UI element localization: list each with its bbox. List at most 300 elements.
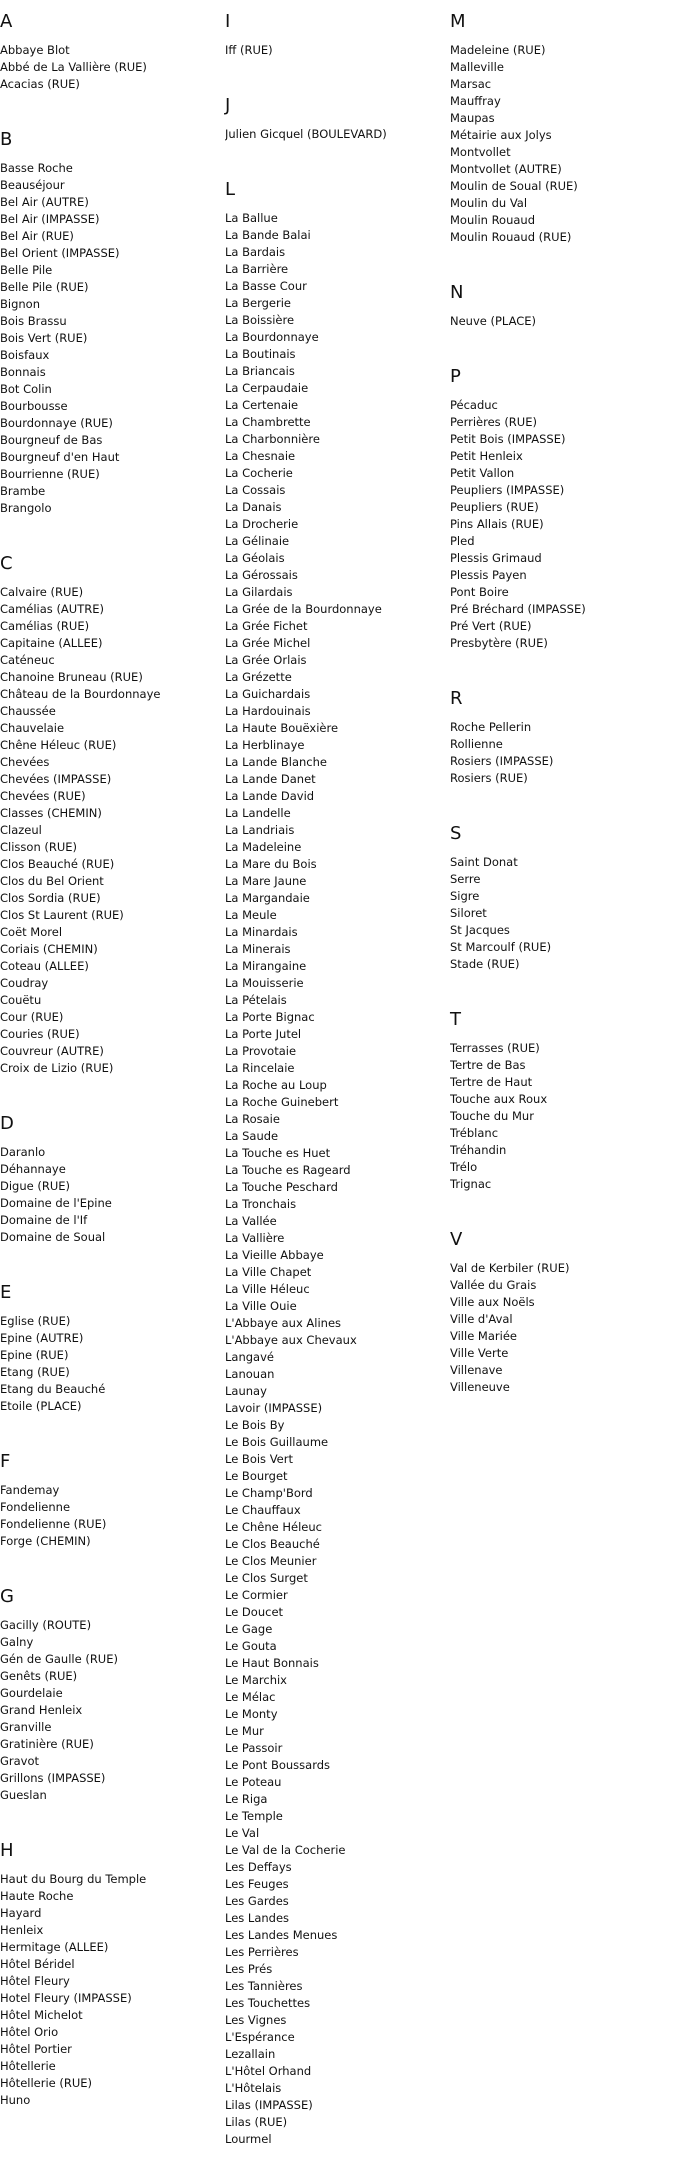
street-entry: La Boissière (225, 313, 295, 327)
street-entry: La Gélinaie (225, 534, 290, 548)
street-entry: Fondelienne (RUE) (0, 1517, 107, 1531)
street-entry: La Tronchais (225, 1197, 297, 1211)
street-entry: La Ballue (225, 211, 278, 225)
street-entry: La Grée Michel (225, 636, 311, 650)
street-entry: Le Mélac (225, 1690, 276, 1704)
letter-heading: F (0, 1451, 11, 1472)
street-entry: La Rosaie (225, 1112, 280, 1126)
street-entry: Bel Air (AUTRE) (0, 195, 89, 209)
street-entry: L'Hôtel Orhand (225, 2064, 312, 2078)
letter-section-a (0, 10, 215, 93)
street-entry: Les Vignes (225, 2013, 287, 2027)
street-entry: Gravot (0, 1754, 40, 1768)
street-entry: La Ville Ouie (225, 1299, 297, 1313)
street-entry: Les Perrières (225, 1945, 299, 1959)
street-entry: Etang du Beauché (0, 1382, 106, 1396)
street-list (225, 42, 440, 59)
street-entry: La Lande Blanche (225, 755, 327, 769)
street-entry: Moulin de Soual (RUE) (450, 179, 578, 193)
street-entry: Le Clos Beauché (225, 1537, 320, 1551)
letter-heading: P (450, 366, 461, 387)
street-entry: Chêne Héleuc (RUE) (0, 738, 117, 752)
street-entry: Etang (RUE) (0, 1365, 70, 1379)
street-entry: Classes (CHEMIN) (0, 806, 102, 820)
street-entry: La Hardouinais (225, 704, 311, 718)
street-entry: Genêts (RUE) (0, 1669, 78, 1683)
street-entry: Les Tannières (225, 1979, 303, 1993)
street-entry: Le Val (225, 1826, 260, 1840)
street-entry: Trignac (450, 1177, 492, 1191)
street-entry: Grillons (IMPASSE) (0, 1771, 106, 1785)
letter-section-i (225, 10, 440, 59)
street-list (450, 1260, 665, 1396)
street-entry: Haute Roche (0, 1889, 74, 1903)
street-entry: L'Hôtelais (225, 2081, 282, 2095)
letter-section-s (450, 822, 665, 973)
street-entry: Le Pont Boussards (225, 1758, 331, 1772)
street-list (0, 1144, 215, 1246)
letter-section-d (0, 1112, 215, 1246)
street-entry: Bot Colin (0, 382, 52, 396)
letter-heading: R (450, 688, 463, 709)
street-entry: Le Doucet (225, 1605, 284, 1619)
street-entry: Bourgneuf de Bas (0, 433, 103, 447)
street-entry: Le Monty (225, 1707, 278, 1721)
street-list (0, 1482, 215, 1550)
street-entry: Chevées (IMPASSE) (0, 772, 112, 786)
street-entry: La Madeleine (225, 840, 302, 854)
street-entry: Ville aux Noëls (450, 1295, 535, 1309)
letter-heading: V (450, 1229, 463, 1250)
letter-heading: H (0, 1840, 14, 1861)
index-column-1 (0, 10, 215, 2144)
letter-section-e (0, 1281, 215, 1415)
letter-heading: T (450, 1009, 461, 1030)
street-entry: Hôtel Fleury (0, 1974, 70, 1988)
street-entry: Bourrienne (RUE) (0, 467, 100, 481)
street-entry: La Cerpaudaie (225, 381, 309, 395)
street-entry: Touche du Mur (450, 1109, 534, 1123)
street-entry: La Haute Bouëxière (225, 721, 339, 735)
street-entry: Moulin Rouaud (450, 213, 536, 227)
street-entry: Le Bourget (225, 1469, 288, 1483)
street-entry: Gueslan (0, 1788, 47, 1802)
street-entry: Gacilly (ROUTE) (0, 1618, 92, 1632)
street-entry: Peupliers (IMPASSE) (450, 483, 565, 497)
street-entry: Saint Donat (450, 855, 518, 869)
street-entry: Plessis Payen (450, 568, 527, 582)
street-entry: Peupliers (RUE) (450, 500, 539, 514)
street-entry: Tréblanc (450, 1126, 499, 1140)
street-entry: Le Cormier (225, 1588, 288, 1602)
letter-heading: J (225, 95, 231, 116)
street-entry: Epine (RUE) (0, 1348, 69, 1362)
street-entry: Pins Allais (RUE) (450, 517, 544, 531)
street-entry: Le Marchix (225, 1673, 287, 1687)
street-entry: Val de Kerbiler (RUE) (450, 1261, 570, 1275)
street-entry: Métairie aux Jolys (450, 128, 552, 142)
street-entry: Stade (RUE) (450, 957, 520, 971)
street-entry: Brambe (0, 484, 46, 498)
letter-section-j (225, 94, 440, 143)
letter-section-l (225, 178, 440, 2148)
street-entry: La Pételais (225, 993, 287, 1007)
letter-section-r (450, 687, 665, 787)
street-entry: La Chambrette (225, 415, 311, 429)
street-entry: Plessis Grimaud (450, 551, 542, 565)
street-entry: La Lande David (225, 789, 315, 803)
street-entry: Les Landes Menues (225, 1928, 338, 1942)
street-entry: Touche aux Roux (450, 1092, 548, 1106)
street-entry: La Grée Fichet (225, 619, 308, 633)
street-entry: Clisson (RUE) (0, 840, 78, 854)
street-entry: Maupas (450, 111, 495, 125)
letter-section-t (450, 1008, 665, 1193)
letter-heading: A (0, 11, 13, 32)
letter-heading: N (450, 282, 464, 303)
letter-heading: I (225, 11, 231, 32)
street-entry: La Vieille Abbaye (225, 1248, 324, 1262)
street-entry: Le Bois By (225, 1418, 285, 1432)
street-entry: Epine (AUTRE) (0, 1331, 84, 1345)
street-entry: La Touche Peschard (225, 1180, 338, 1194)
street-entry: Montvollet (450, 145, 511, 159)
street-entry: Siloret (450, 906, 487, 920)
street-entry: Etoile (PLACE) (0, 1399, 82, 1413)
street-entry: La Lande Danet (225, 772, 316, 786)
street-entry: Lezallain (225, 2047, 276, 2061)
street-entry: Le Mur (225, 1724, 264, 1738)
street-entry: Gourdelaie (0, 1686, 63, 1700)
street-entry: Bourbousse (0, 399, 68, 413)
index-column-3 (450, 10, 665, 1431)
street-entry: Mauffray (450, 94, 501, 108)
street-entry: Iff (RUE) (225, 43, 273, 57)
street-entry: Fandemay (0, 1483, 60, 1497)
street-entry: Trélo (450, 1160, 478, 1174)
street-entry: Langavé (225, 1350, 274, 1364)
street-entry: La Touche es Huet (225, 1146, 331, 1160)
letter-section-h (0, 1839, 215, 2109)
street-entry: La Meule (225, 908, 277, 922)
street-entry: Julien Gicquel (BOULEVARD) (225, 127, 387, 141)
street-entry: Serre (450, 872, 481, 886)
street-entry: La Roche au Loup (225, 1078, 327, 1092)
street-entry: La Cocherie (225, 466, 293, 480)
street-entry: Bignon (0, 297, 40, 311)
street-entry: Clos Sordia (RUE) (0, 891, 101, 905)
street-entry: Pré Bréchard (IMPASSE) (450, 602, 586, 616)
street-entry: La Herblinaye (225, 738, 305, 752)
street-entry: Clos du Bel Orient (0, 874, 104, 888)
street-entry: Perrières (RUE) (450, 415, 537, 429)
street-entry: La Provotaie (225, 1044, 297, 1058)
street-entry: Le Bois Vert (225, 1452, 293, 1466)
letter-heading: D (0, 1113, 14, 1134)
street-entry: La Vallée (225, 1214, 277, 1228)
street-entry: Hôtellerie (RUE) (0, 2076, 93, 2090)
street-entry: Rollienne (450, 737, 503, 751)
street-entry: Clazeul (0, 823, 42, 837)
street-entry: Gén de Gaulle (RUE) (0, 1652, 118, 1666)
street-entry: Digue (RUE) (0, 1179, 71, 1193)
street-entry: Bois Brassu (0, 314, 67, 328)
street-list (450, 719, 665, 787)
street-entry: Sigre (450, 889, 480, 903)
street-list (0, 1313, 215, 1415)
street-entry: Caténeuc (0, 653, 55, 667)
street-entry: La Vallière (225, 1231, 285, 1245)
street-entry: Le Chêne Héleuc (225, 1520, 322, 1534)
street-entry: Coudray (0, 976, 49, 990)
letter-section-b (0, 128, 215, 517)
street-entry: Les Touchettes (225, 1996, 311, 2010)
street-entry: Coët Morel (0, 925, 63, 939)
street-entry: La Porte Jutel (225, 1027, 302, 1041)
street-entry: Le Val de la Cocherie (225, 1843, 346, 1857)
street-entry: La Cossais (225, 483, 286, 497)
street-entry: La Mare du Bois (225, 857, 317, 871)
street-entry: Clos Beauché (RUE) (0, 857, 115, 871)
street-entry: Petit Vallon (450, 466, 515, 480)
street-entry: La Grézette (225, 670, 292, 684)
street-entry: Cour (RUE) (0, 1010, 64, 1024)
street-entry: Ville d'Aval (450, 1312, 513, 1326)
street-entry: La Boutinais (225, 347, 296, 361)
street-entry: Camélias (AUTRE) (0, 602, 104, 616)
street-entry: Pont Boire (450, 585, 509, 599)
street-entry: Le Riga (225, 1792, 268, 1806)
street-entry: Fondelienne (0, 1500, 71, 1514)
street-entry: Hôtel Portier (0, 2042, 72, 2056)
street-entry: Croix de Lizio (RUE) (0, 1061, 114, 1075)
street-entry: La Porte Bignac (225, 1010, 315, 1024)
street-entry: Couvreur (AUTRE) (0, 1044, 104, 1058)
street-entry: Lilas (IMPASSE) (225, 2098, 313, 2112)
street-list (450, 313, 665, 330)
street-entry: La Charbonnière (225, 432, 320, 446)
street-entry: Couëtu (0, 993, 42, 1007)
street-entry: Gratinière (RUE) (0, 1737, 94, 1751)
street-entry: Belle Pile (RUE) (0, 280, 89, 294)
street-entry: La Saude (225, 1129, 279, 1143)
street-entry: Le Poteau (225, 1775, 282, 1789)
street-entry: Lanouan (225, 1367, 275, 1381)
street-entry: Bel Air (IMPASSE) (0, 212, 100, 226)
street-entry: Camélias (RUE) (0, 619, 90, 633)
street-list (0, 1871, 215, 2109)
street-entry: Le Chauffaux (225, 1503, 301, 1517)
letter-section-m (450, 10, 665, 246)
street-entry: La Ville Héleuc (225, 1282, 310, 1296)
street-entry: Domaine de Soual (0, 1230, 106, 1244)
street-entry: Rosiers (RUE) (450, 771, 528, 785)
letter-section-n (450, 281, 665, 330)
street-entry: Acacias (RUE) (0, 77, 80, 91)
street-entry: Pré Vert (RUE) (450, 619, 532, 633)
street-entry: La Guichardais (225, 687, 311, 701)
street-entry: Basse Roche (0, 161, 73, 175)
street-entry: Petit Henleix (450, 449, 523, 463)
street-entry: Coriais (CHEMIN) (0, 942, 98, 956)
street-entry: Eglise (RUE) (0, 1314, 71, 1328)
letter-heading: M (450, 11, 466, 32)
street-entry: Belle Pile (0, 263, 53, 277)
letter-section-f (0, 1450, 215, 1550)
street-entry: Le Temple (225, 1809, 283, 1823)
street-entry: Grand Henleix (0, 1703, 83, 1717)
street-entry: Chaussée (0, 704, 56, 718)
street-list (450, 42, 665, 246)
street-entry: La Bande Balai (225, 228, 311, 242)
street-entry: Brangolo (0, 501, 52, 515)
street-entry: Pled (450, 534, 475, 548)
street-entry: Bourgneuf d'en Haut (0, 450, 120, 464)
letter-heading: S (450, 823, 462, 844)
street-entry: Villeneuve (450, 1380, 510, 1394)
street-entry: La Gilardais (225, 585, 293, 599)
street-entry: Capitaine (ALLEE) (0, 636, 103, 650)
street-entry: Malleville (450, 60, 504, 74)
street-entry: Les Gardes (225, 1894, 289, 1908)
street-entry: La Gérossais (225, 568, 298, 582)
street-entry: Tertre de Haut (450, 1075, 533, 1089)
street-entry: Granville (0, 1720, 52, 1734)
street-entry: Hermitage (ALLEE) (0, 1940, 109, 1954)
street-entry: Bel Air (RUE) (0, 229, 74, 243)
street-entry: Beauséjour (0, 178, 65, 192)
street-entry: Hotel Fleury (IMPASSE) (0, 1991, 132, 2005)
street-entry: La Géolais (225, 551, 285, 565)
street-entry: Rosiers (IMPASSE) (450, 754, 554, 768)
street-entry: Chanoine Bruneau (RUE) (0, 670, 143, 684)
street-entry: La Minerais (225, 942, 291, 956)
letter-heading: L (225, 179, 236, 200)
street-list (450, 854, 665, 973)
street-entry: Le Bois Guillaume (225, 1435, 329, 1449)
street-list (0, 160, 215, 517)
street-entry: Boisfaux (0, 348, 50, 362)
street-entry: Ville Mariée (450, 1329, 517, 1343)
street-entry: Ville Verte (450, 1346, 509, 1360)
street-entry: La Ville Chapet (225, 1265, 312, 1279)
street-entry: La Mare Jaune (225, 874, 307, 888)
street-entry: St Jacques (450, 923, 510, 937)
street-entry: La Grée Orlais (225, 653, 307, 667)
street-entry: L'Abbaye aux Chevaux (225, 1333, 357, 1347)
street-entry: Chevées (0, 755, 50, 769)
street-entry: Bonnais (0, 365, 46, 379)
street-entry: Hôtel Orio (0, 2025, 59, 2039)
street-list (450, 1040, 665, 1193)
street-entry: Couries (RUE) (0, 1027, 80, 1041)
street-entry: L'Abbaye aux Alines (225, 1316, 342, 1330)
street-entry: L'Espérance (225, 2030, 295, 2044)
street-entry: Lourmel (225, 2132, 272, 2146)
index-column-2 (225, 10, 440, 2183)
letter-section-c (0, 552, 215, 1077)
street-entry: Le Gage (225, 1622, 273, 1636)
street-entry: Le Champ'Bord (225, 1486, 313, 1500)
street-entry: Hayard (0, 1906, 42, 1920)
street-entry: Bois Vert (RUE) (0, 331, 88, 345)
letter-heading: C (0, 553, 13, 574)
street-entry: Bel Orient (IMPASSE) (0, 246, 120, 260)
street-entry: La Landriais (225, 823, 295, 837)
street-entry: Hôtel Béridel (0, 1957, 75, 1971)
street-entry: Haut du Bourg du Temple (0, 1872, 147, 1886)
street-entry: Henleix (0, 1923, 44, 1937)
letter-section-g (0, 1585, 215, 1804)
street-entry: Villenave (450, 1363, 503, 1377)
street-entry: Pécaduc (450, 398, 498, 412)
street-entry: La Mouisserie (225, 976, 304, 990)
street-entry: La Minardais (225, 925, 298, 939)
street-entry: Montvollet (AUTRE) (450, 162, 562, 176)
street-entry: La Margandaie (225, 891, 310, 905)
street-entry: Lilas (RUE) (225, 2115, 288, 2129)
street-entry: Les Feuges (225, 1877, 289, 1891)
street-entry: La Chesnaie (225, 449, 296, 463)
street-entry: Hôtellerie (0, 2059, 56, 2073)
street-entry: Domaine de l'Epine (0, 1196, 112, 1210)
street-entry: Les Prés (225, 1962, 273, 1976)
street-list (0, 584, 215, 1077)
street-list (450, 397, 665, 652)
street-entry: Galny (0, 1635, 34, 1649)
street-entry: La Basse Cour (225, 279, 307, 293)
street-entry: La Danais (225, 500, 282, 514)
street-entry: Les Deffays (225, 1860, 292, 1874)
street-entry: Neuve (PLACE) (450, 314, 537, 328)
street-entry: Roche Pellerin (450, 720, 532, 734)
street-entry: Abbaye Blot (0, 43, 70, 57)
street-entry: Château de la Bourdonnaye (0, 687, 161, 701)
street-entry: Calvaire (RUE) (0, 585, 84, 599)
street-entry: La Bardais (225, 245, 286, 259)
street-entry: Le Haut Bonnais (225, 1656, 319, 1670)
street-entry: Les Landes (225, 1911, 290, 1925)
street-entry: Le Clos Meunier (225, 1554, 317, 1568)
street-entry: Launay (225, 1384, 267, 1398)
street-entry: Le Gouta (225, 1639, 277, 1653)
street-entry: Hôtel Michelot (0, 2008, 83, 2022)
letter-heading: E (0, 1282, 12, 1303)
street-entry: Abbé de La Vallière (RUE) (0, 60, 147, 74)
street-entry: La Grée de la Bourdonnaye (225, 602, 382, 616)
street-entry: Presbytère (RUE) (450, 636, 548, 650)
street-entry: Forge (CHEMIN) (0, 1534, 91, 1548)
street-entry: La Landelle (225, 806, 291, 820)
street-entry: Bourdonnaye (RUE) (0, 416, 113, 430)
street-entry: Tréhandin (450, 1143, 507, 1157)
street-entry: Domaine de l'If (0, 1213, 88, 1227)
street-entry: Marsac (450, 77, 492, 91)
street-entry: Déhannaye (0, 1162, 66, 1176)
street-entry: La Touche es Rageard (225, 1163, 351, 1177)
street-entry: La Mirangaine (225, 959, 307, 973)
letter-section-p (450, 365, 665, 652)
street-entry: Coteau (ALLEE) (0, 959, 89, 973)
letter-heading: B (0, 129, 13, 150)
street-entry: La Rincelaie (225, 1061, 295, 1075)
letter-heading: G (0, 1586, 14, 1607)
street-entry: Moulin Rouaud (RUE) (450, 230, 572, 244)
street-entry: Daranlo (0, 1145, 46, 1159)
street-entry: Chevées (RUE) (0, 789, 86, 803)
street-entry: Huno (0, 2093, 31, 2107)
street-entry: Vallée du Grais (450, 1278, 537, 1292)
